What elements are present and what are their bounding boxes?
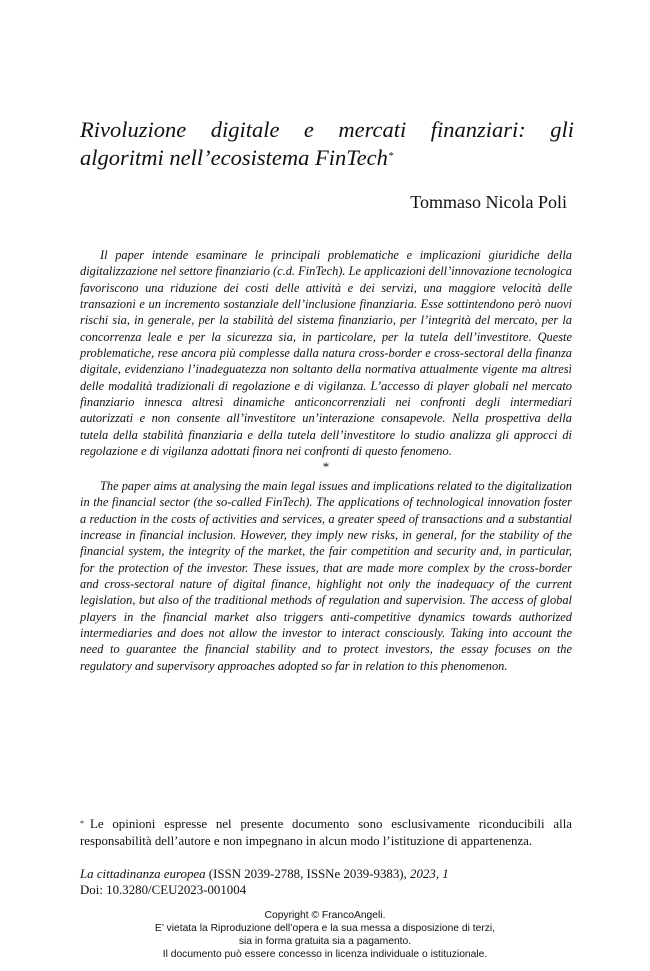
citation-journal-line xyxy=(80,866,449,882)
article-title xyxy=(80,116,574,172)
copyright-line-4: Il documento può essere concesso in licenza individuale o istituzionale. xyxy=(162,949,488,960)
footnote-text: Le opinioni espresse nel presente documento sono esclusivamente riconducibili alla responsabilità dell’autore e non impegnano in alcun modo l’istituzione di appartenenza. xyxy=(80,817,572,848)
author-name: Tommaso Nicola Poli xyxy=(410,192,567,212)
journal-volume: 2023, 1 xyxy=(410,867,449,881)
abstract-english: The paper aims at analysing the main legal issues and implications related to the digitalization in the financial sector (the so-called FinTech). The applications of technological innovation foster a reduction in the costs of activities and services, a greater speed of transactions and a substantial increase in financial inclusion. However, they imply new risks, in general, for the stability of the financial system, the integrity of the market, the fair competition and security and, in particular, for the protection of the investor. These issues, that are made more complex by the cross-border and cross-sectoral nature of digital finance, highlight not only the inadequacy of the current legislation, but also of the traditional methods of regulation and supervision. The access of global players in the financial market also triggers anti-competitive dynamics towards authorized intermediaries and does not allow the investor to interact consciously. Taking into account the need to guarantee the financial stability and to protect investors, the essay focuses on the regulatory and supervisory approaches adopted so far in relation to this phenomenon. xyxy=(80,479,572,673)
copyright-line-1: Copyright © FrancoAngeli. xyxy=(264,910,386,921)
citation-doi[interactable]: Doi: 10.3280/CEU2023-001004 xyxy=(80,883,247,897)
journal-name: La cittadinanza europea xyxy=(80,867,206,881)
footnote-mark: * xyxy=(80,819,84,828)
article-title-line-2: algoritmi nell’ecosistema FinTech xyxy=(80,145,388,170)
copyright-line-2: E’ vietata la Riproduzione dell’opera e la sua messa a disposizione di terzi, xyxy=(154,923,496,934)
abstract-separator: * xyxy=(322,459,330,474)
citation xyxy=(80,866,449,898)
footnote xyxy=(80,816,572,850)
title-footnote-mark[interactable]: * xyxy=(387,150,394,162)
abstract-italian: Il paper intende esaminare le principali problematiche e implicazioni giuridiche della digitalizzazione nel settore finanziario (c.d. FinTech). Le applicazioni dell’innovazione tecnologica favoriscono una riduzione dei costi delle attività e dei servizi, una maggiore velocità delle transazioni e un incremento sostanziale dell’inclusione finanziaria. Esse sottintendono però nuovi rischi sia, in generale, per la stabilità del sistema finanziario, per l’integrità del mercato, per la concorrenza leale e per la sicurezza sia, in particolare, per la tutela dell’investitore. Queste problematiche, rese ancora più complesse dalla natura cross-border e cross-sectoral della finanza digitale, evidenziano l’inadeguatezza non soltanto della normativa attualmente vigente ma altresì delle modalità tradizionali di regolazione e di vigilanza. L’accesso di player globali nel mercato finanziario innesca altresì dinamiche anticoncorrenziali nei confronti degli intermediari autorizzati e non consente all’investitore un’interazione consapevole. Nella prospettiva della tutela della stabilità finanziaria e della tutela dell’investitore lo studio analizza gli approcci di regolazione e di vigilanza adottati finora nei confronti di questo fenomeno. xyxy=(80,248,572,459)
copyright-line-3: sia in forma gratuita sia a pagamento. xyxy=(238,936,412,947)
article-title-line-1: Rivoluzione digitale e mercati finanziari: gli xyxy=(80,117,574,142)
journal-issn: (ISSN 2039-2788, ISSNe 2039-9383), xyxy=(205,867,411,881)
copyright-notice xyxy=(0,909,650,961)
